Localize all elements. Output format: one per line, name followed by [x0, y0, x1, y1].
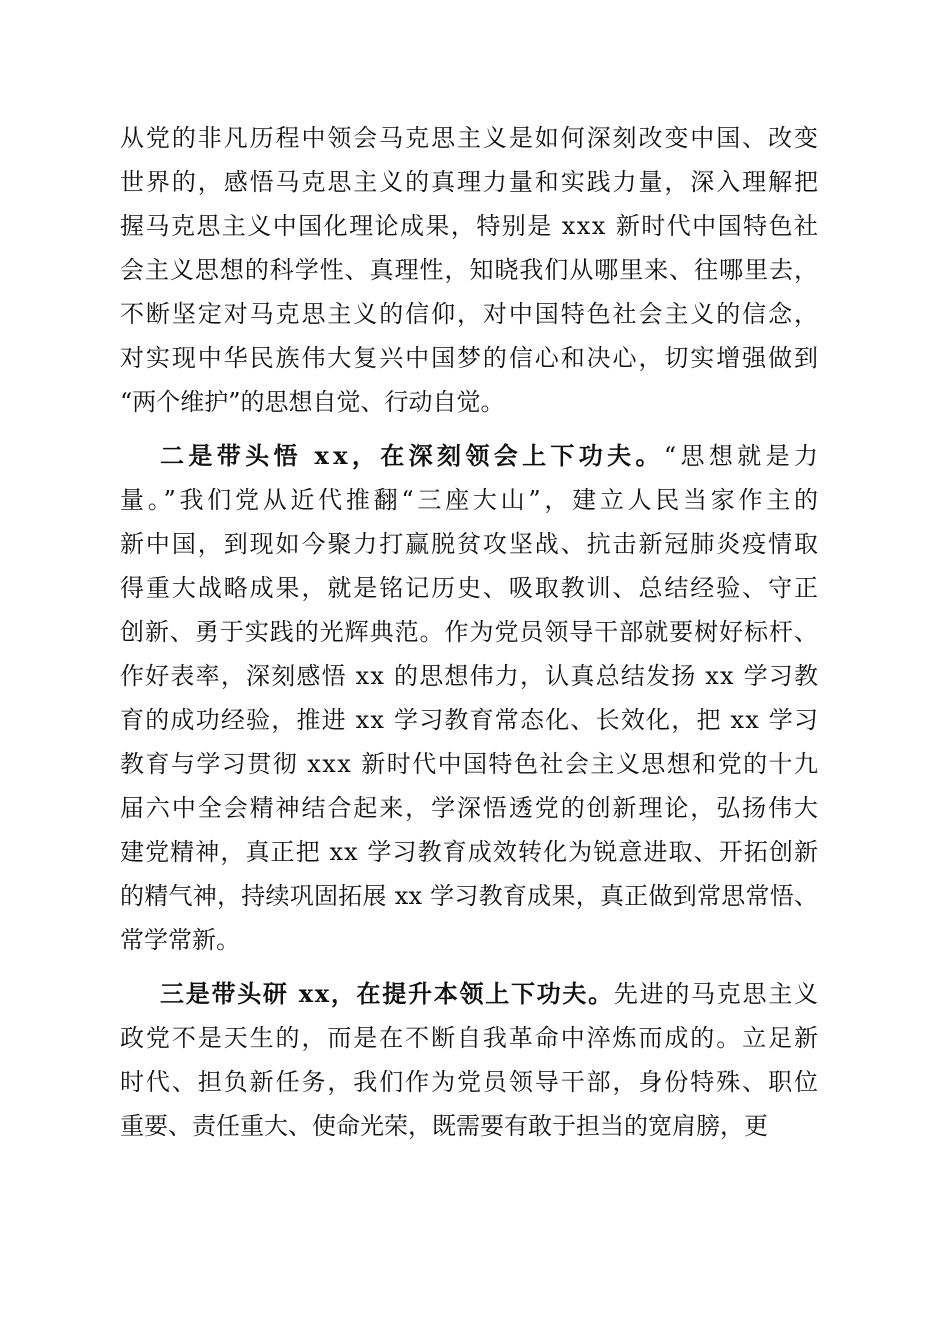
text-segment: 握马克思主义中国化理论成果，特别是 xxx 新时代中国特色社 [120, 212, 820, 240]
text-segment: 量。”我们党从近代推翻“三座大山”，建立人民当家作主的 [120, 486, 822, 514]
text-line [0, 1104, 950, 1148]
text-segment: “思想就是力 [663, 442, 823, 470]
text-line [0, 336, 950, 380]
text-line [0, 380, 950, 424]
text-line [0, 248, 950, 292]
text-segment: 建党精神，真正把 xx 学习教育成效转化为锐意进取、开拓创新 [120, 838, 820, 866]
text-line [0, 116, 950, 160]
text-line [0, 204, 950, 248]
text-line [0, 830, 950, 874]
text-line [0, 742, 950, 786]
text-segment: 得重大战略成果，就是铭记历史、吸取教训、总结经验、守正 [120, 574, 820, 602]
text-line [0, 434, 950, 478]
text-segment: 创新、勇于实践的光辉典范。作为党员领导干部就要树好标杆、 [120, 618, 819, 646]
text-segment: 作好表率，深刻感悟 xx 的思想伟力，认真总结发扬 xx 学习教 [120, 662, 820, 690]
text-segment: 从党的非凡历程中领会马克思主义是如何深刻改变中国、改变 [120, 124, 820, 152]
text-segment: 届六中全会精神结合起来，学深悟透党的创新理论，弘扬伟大 [120, 794, 820, 822]
text-segment: 世界的，感悟马克思主义的真理力量和实践力量，深入理解把 [120, 168, 820, 196]
text-line [0, 566, 950, 610]
text-segment: 常学常新。 [120, 926, 240, 954]
text-line [0, 786, 950, 830]
text-line [0, 654, 950, 698]
text-segment: 育的成功经验，推进 xx 学习教育常态化、长效化，把 xx 学习 [120, 706, 820, 734]
text-segment: 会主义思想的科学性、真理性，知晓我们从哪里来、往哪里去， [120, 256, 819, 284]
text-segment: 政党不是天生的，而是在不断自我革命中淬炼而成的。立足新 [120, 1024, 820, 1052]
text-line [0, 698, 950, 742]
text-segment: 先进的马克思主义 [613, 980, 820, 1008]
text-line [0, 610, 950, 654]
text-line [0, 1016, 950, 1060]
text-segment: “两个维护”的思想自觉、行动自觉。 [120, 388, 505, 416]
paragraph-heading: 三是带头研 xx，在提升本领上下功夫。 [160, 979, 614, 1008]
paragraph-heading: 二是带头悟 xx，在深刻领会上下功夫。 [160, 441, 664, 470]
text-line [0, 292, 950, 336]
text-segment: 重要、责任重大、使命光荣，既需要有敢于担当的宽肩膀，更 [120, 1112, 768, 1140]
text-line [0, 918, 950, 962]
text-line [0, 522, 950, 566]
text-segment: 的精气神，持续巩固拓展 xx 学习教育成果，真正做到常思常悟、 [120, 882, 819, 910]
text-segment: 不断坚定对马克思主义的信仰，对中国特色社会主义的信念， [120, 300, 820, 328]
text-line [0, 1060, 950, 1104]
text-line [0, 874, 950, 918]
text-line [0, 972, 950, 1016]
text-segment: 时代、担负新任务，我们作为党员领导干部，身份特殊、职位 [120, 1068, 820, 1096]
text-segment: 教育与学习贯彻 xxx 新时代中国特色社会主义思想和党的十九 [120, 750, 820, 778]
text-segment: 对实现中华民族伟大复兴中国梦的信心和决心，切实增强做到 [120, 344, 820, 372]
text-line [0, 160, 950, 204]
text-segment: 新中国，到现如今聚力打赢脱贫攻坚战、抗击新冠肺炎疫情取 [120, 530, 820, 558]
text-line [0, 478, 950, 522]
